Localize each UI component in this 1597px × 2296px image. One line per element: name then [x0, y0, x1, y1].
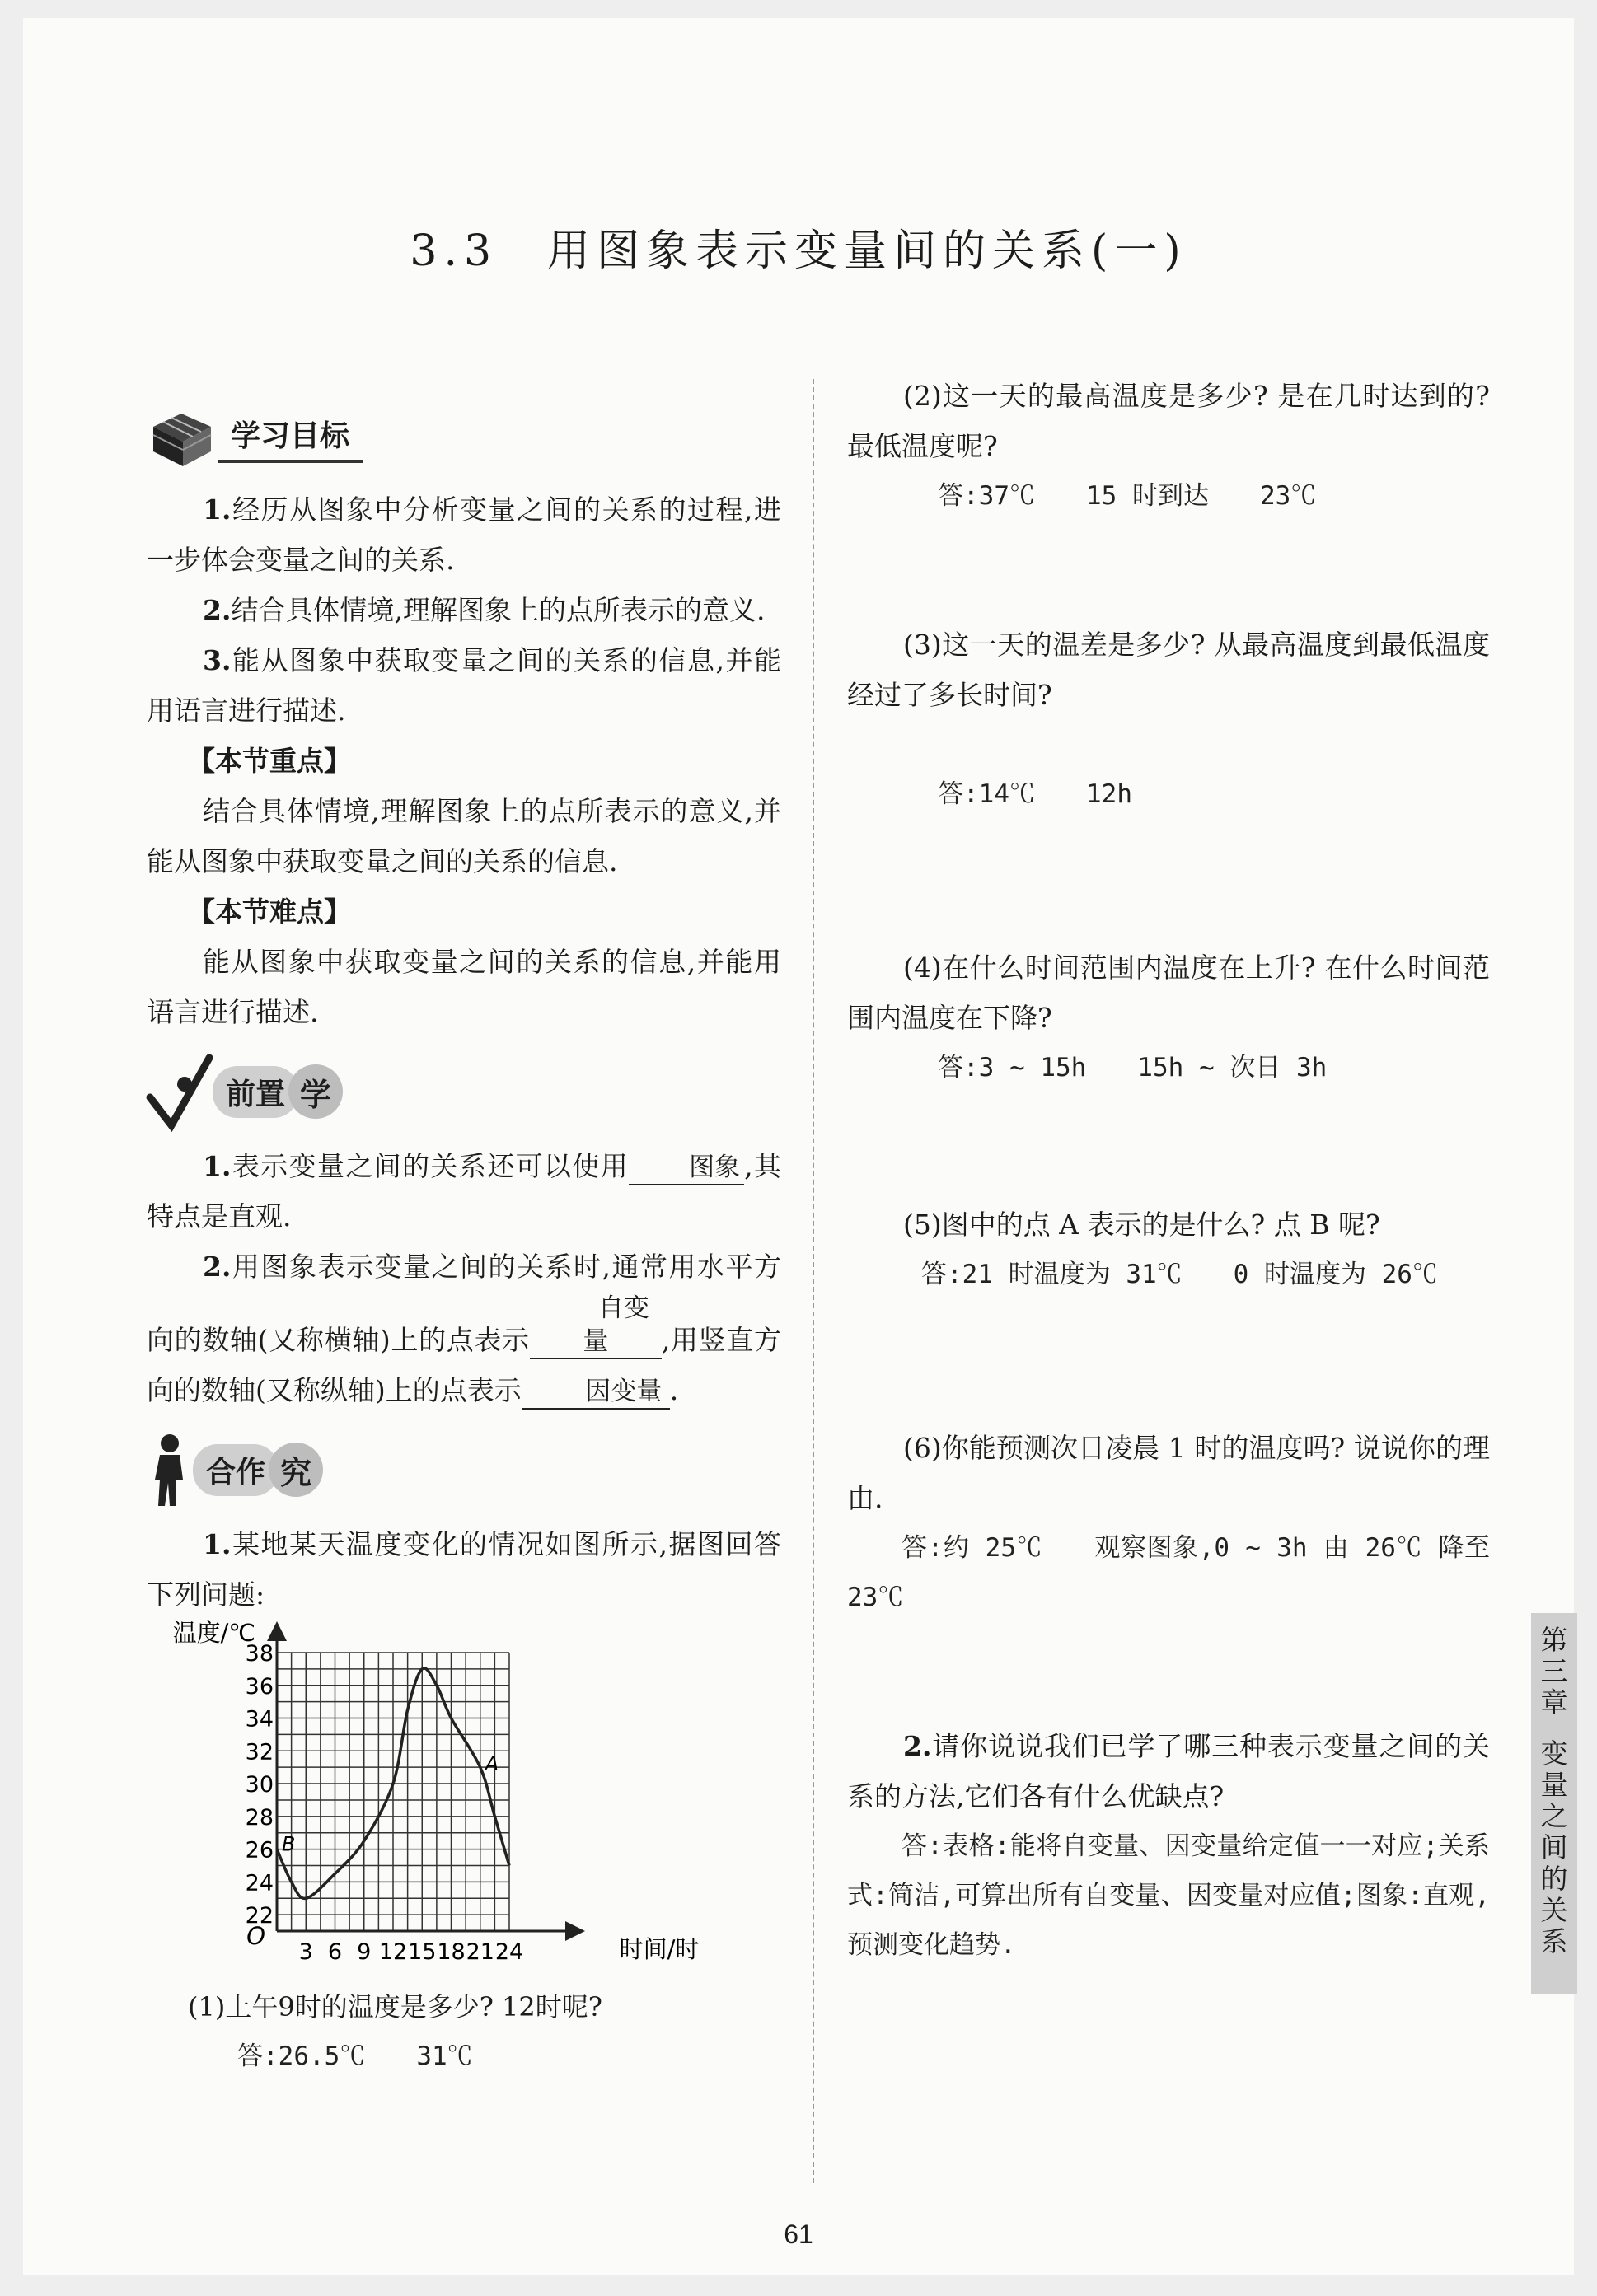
point-label-b: B [282, 1832, 296, 1856]
x-tick-label: 15 [408, 1939, 437, 1965]
blank-answer: 自变量 [530, 1292, 662, 1359]
point-label-a: A [485, 1752, 499, 1776]
chart-grid [277, 1653, 509, 1931]
person-figure-icon [147, 1432, 193, 1508]
subquestion-4: (4)在什么时间范围内温度在上升? 在什么时间范围内温度在下降? [847, 952, 1490, 1034]
answer-question-2: 答:表格:能将自变量、因变量给定值一一对应;关系式:简洁,可算出所有自变量、因变量对应值;图象:直观,预测变化趋势. [847, 1831, 1490, 1960]
y-tick-label: 26 [245, 1837, 274, 1863]
x-tick-label: 6 [327, 1939, 343, 1965]
rubik-cube-icon [147, 402, 218, 468]
x-tick-label: 18 [437, 1939, 466, 1965]
y-tick-label: 28 [245, 1804, 274, 1831]
section-preview [147, 1052, 781, 1131]
objective-3: 3.能从图象中获取变量之间的关系的信息,并能用语言进行描述. [147, 644, 781, 727]
answer-3: 答:14℃ 12h [938, 779, 1132, 809]
y-tick-label: 24 [245, 1870, 274, 1896]
preview-heading-badge: 学 [288, 1064, 343, 1119]
page-number: 61 [784, 2219, 813, 2249]
chapter-label: 第三章 [1540, 1624, 1568, 1718]
x-tick-label: 12 [378, 1939, 408, 1965]
checkmark-figure-icon [147, 1054, 213, 1129]
y-axis-label: 温度/℃ [172, 1619, 255, 1647]
subquestion-1: (1)上午9时的温度是多少? 12时呢? [188, 1991, 602, 2022]
chapter-side-tab [1531, 1613, 1577, 1994]
x-tick-label: 9 [357, 1939, 372, 1965]
right-column [847, 371, 1490, 1970]
y-tick-label: 32 [245, 1739, 274, 1765]
chapter-topic: 变量之间的关系 [1540, 1737, 1568, 1957]
blank-answer: 图象 [629, 1151, 744, 1185]
key-point-text: 结合具体情境,理解图象上的点所表示的意义,并能从图象中获取变量之间的关系的信息. [147, 795, 781, 877]
x-tick-label: 3 [298, 1939, 313, 1965]
preview-question-1: 1.表示变量之间的关系还可以使用 图象 ,其特点是直观. [147, 1150, 781, 1232]
answer-4: 答:3 ~ 15h 15h ~ 次日 3h [938, 1053, 1328, 1083]
cooperate-heading: 合作 [193, 1444, 279, 1496]
answer-5: 答:21 时温度为 31℃ 0 时温度为 26℃ [921, 1260, 1438, 1289]
y-tick-label: 30 [245, 1772, 274, 1798]
blank-answer: 因变量 [522, 1375, 670, 1410]
subquestion-6: (6)你能预测次日凌晨 1 时的温度吗? 说说你的理由. [847, 1432, 1490, 1514]
page-title: 3.3 用图象表示变量间的关系(一) [410, 227, 1187, 276]
x-axis-label: 时间/时 [619, 1935, 700, 1963]
preview-heading: 前置 [213, 1066, 298, 1118]
cooperate-question-2: 2.请你说说我们已学了哪三种表示变量之间的关系的方法,它们各有什么优缺点? [847, 1730, 1490, 1812]
column-divider [813, 379, 814, 2183]
objective-1: 1.经历从图象中分析变量之间的关系的过程,进一步体会变量之间的关系. [147, 493, 781, 576]
section-learning-objectives [147, 395, 781, 475]
x-tick-label: 21 [466, 1939, 494, 1965]
answer-2: 答:37℃ 15 时到达 23℃ [938, 481, 1317, 511]
objectives-heading: 学习目标 [218, 408, 363, 463]
subquestion-2: (2)这一天的最高温度是多少? 是在几时达到的? 最低温度呢? [847, 380, 1490, 462]
difficulty-label: 【本节难点】 [188, 895, 351, 928]
difficulty-text: 能从图象中获取变量之间的关系的信息,并能用语言进行描述. [147, 946, 781, 1028]
preview-question-2: 2.用图象表示变量之间的关系时,通常用水平方向的数轴(又称横轴)上的点表示自变量 ,用竖直方向的数轴(又称纵轴)上的点表示 因变量 . [147, 1242, 781, 1415]
x-tick-label: 24 [494, 1939, 524, 1965]
left-column [147, 362, 781, 2081]
y-tick-label: 38 [245, 1641, 274, 1667]
origin-label: O [246, 1922, 265, 1950]
y-tick-label: 36 [245, 1673, 274, 1700]
cooperate-question-1: 1.某地某天温度变化的情况如图所示,据图回答下列问题: [147, 1528, 781, 1611]
subquestion-5: (5)图中的点 A 表示的是什么? 点 B 呢? [903, 1209, 1380, 1241]
temperature-chart [172, 1619, 700, 1982]
y-tick-label: 34 [245, 1706, 274, 1733]
key-point-label: 【本节重点】 [188, 745, 351, 777]
cooperate-heading-badge: 究 [269, 1443, 323, 1497]
answer-6: 答:约 25℃ 观察图象,0 ~ 3h 由 26℃ 降至 23℃ [847, 1533, 1490, 1612]
y-tick-label: 22 [245, 1903, 274, 1929]
subquestion-3: (3)这一天的温差是多少? 从最高温度到最低温度经过了多长时间? [847, 629, 1490, 711]
section-cooperate [147, 1430, 781, 1509]
objective-2: 2.结合具体情境,理解图象上的点所表示的意义. [203, 594, 766, 626]
answer-1: 答:26.5℃ 31℃ [237, 2041, 473, 2071]
